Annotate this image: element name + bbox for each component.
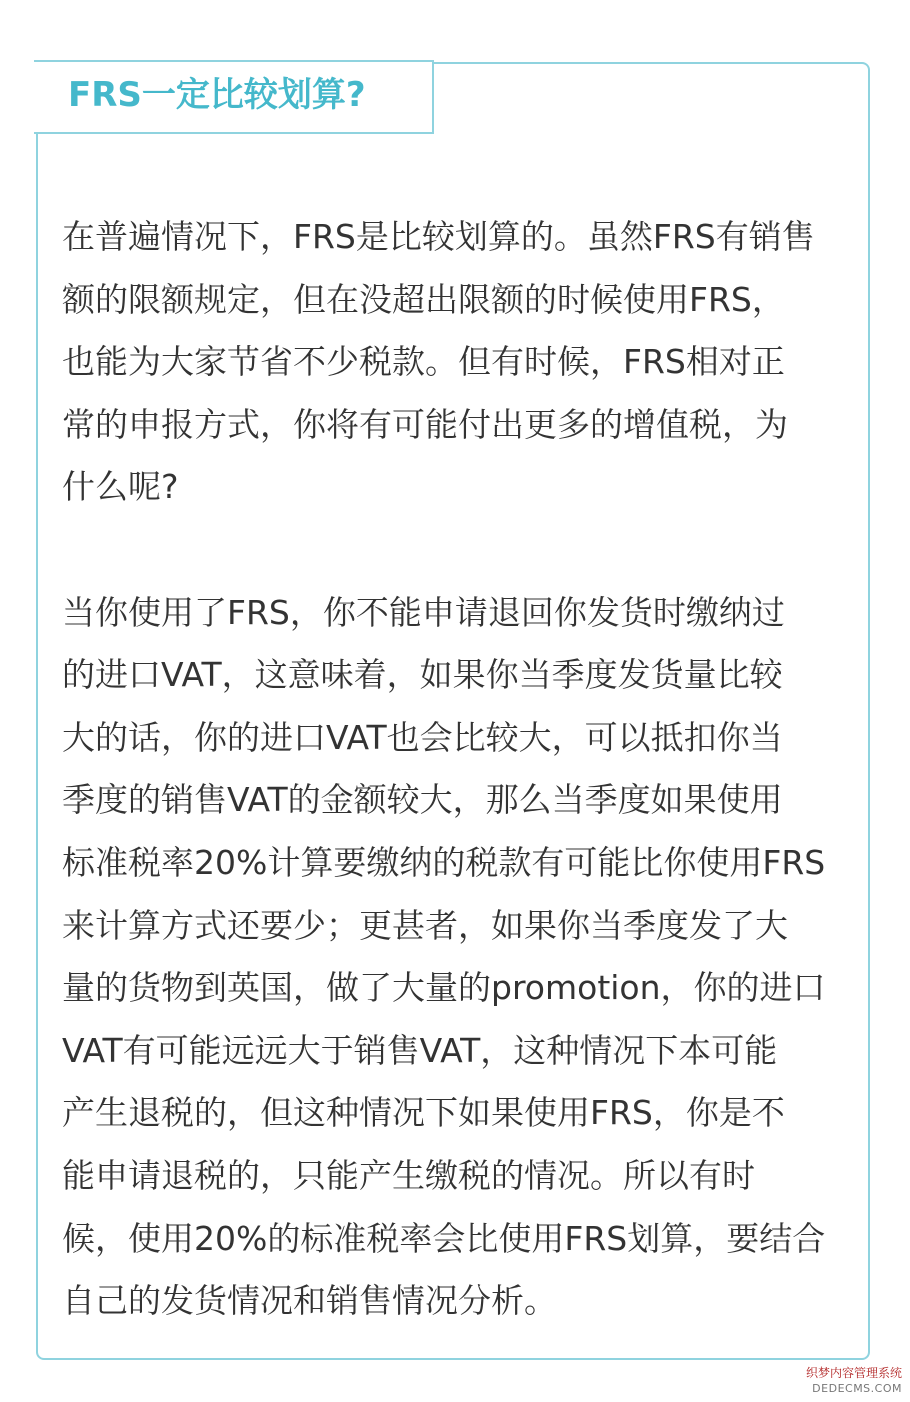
- watermark-name: 织梦内容管理系统: [805, 1366, 902, 1380]
- paragraph-line: VAT有可能远远大于销售VAT，这种情况下本可能: [62, 1030, 778, 1070]
- paragraph-line: 自己的发货情况和销售情况分析。: [62, 1281, 557, 1321]
- paragraph-line: 来计算方式还要少；更甚者，如果你当季度发了大: [62, 905, 788, 945]
- paragraph-line: 额的限额规定，但在没超出限额的时候使用FRS，: [62, 279, 785, 319]
- paragraph-line: 产生退税的，但这种情况下如果使用FRS，你是不: [62, 1093, 785, 1133]
- paragraph-line: 当你使用了FRS，你不能申请退回你发货时缴纳过: [62, 592, 785, 632]
- article-body: [62, 206, 862, 1333]
- paragraph-2: [62, 582, 862, 1333]
- paragraph-line: 大的话，你的进口VAT也会比较大，可以抵扣你当: [62, 717, 783, 757]
- paragraph-line: 量的货物到英国，做了大量的promotion，你的进口: [62, 968, 826, 1008]
- section-title: FRS一定比较划算?: [68, 75, 366, 115]
- title-tab: [34, 60, 434, 134]
- paragraph-line: 的进口VAT，这意味着，如果你当季度发货量比较: [62, 655, 783, 695]
- paragraph-line: 在普遍情况下，FRS是比较划算的。虽然FRS有销售: [62, 217, 815, 256]
- paragraph-line: 候，使用20%的标准税率会比使用FRS划算，要结合: [62, 1218, 826, 1258]
- paragraph-1: [62, 206, 862, 519]
- paragraph-gap: [62, 519, 862, 582]
- paragraph-line: 能申请退税的，只能产生缴税的情况。所以有时: [62, 1155, 755, 1195]
- paragraph-line: 标准税率20%计算要缴纳的税款有可能比你使用FRS: [62, 842, 826, 882]
- paragraph-line: 什么呢?: [62, 467, 179, 507]
- watermark: [806, 1366, 902, 1396]
- paragraph-line: 常的申报方式，你将有可能付出更多的增值税，为: [62, 404, 788, 444]
- watermark-url: DEDECMS.COM: [812, 1382, 902, 1395]
- paragraph-line: 季度的销售VAT的金额较大，那么当季度如果使用: [62, 780, 783, 820]
- paragraph-line: 也能为大家节省不少税款。但有时候，FRS相对正: [62, 342, 785, 382]
